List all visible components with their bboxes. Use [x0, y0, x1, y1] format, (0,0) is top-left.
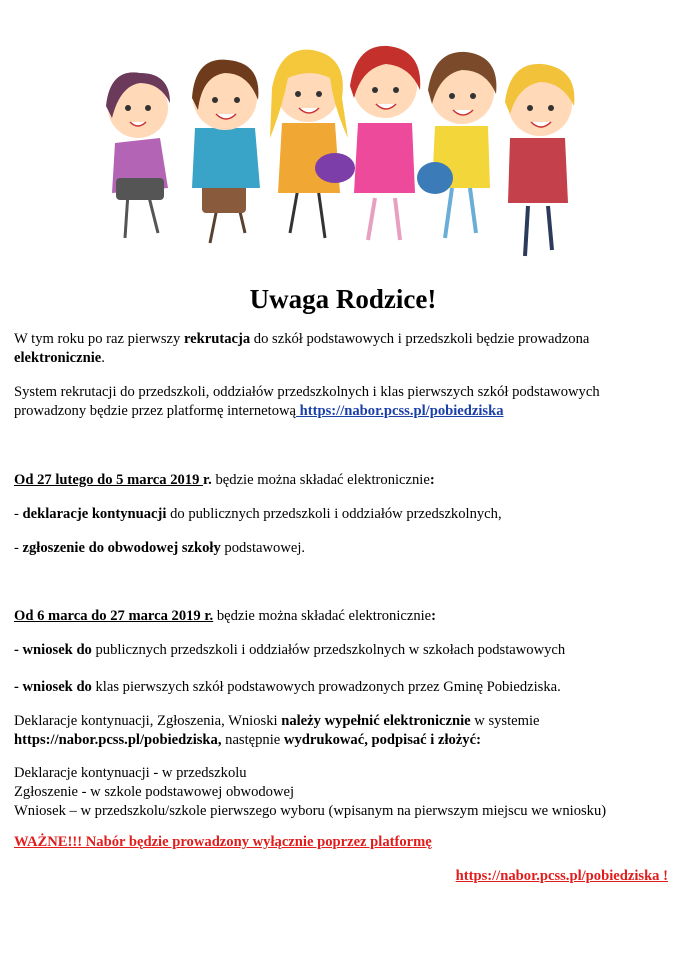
child-figure [270, 50, 355, 238]
child-figure [192, 60, 260, 243]
period1-heading: Od 27 lutego do 5 marca 2019 r. będzie można składać elektronicznie: [14, 472, 435, 488]
intro-paragraph: W tym roku po raz pierwszy rekrutacja do szkół podstawowych i przedszkoli będzie prowadzona elektronicznie. [14, 331, 590, 366]
final-platform-link[interactable]: https://nabor.pcss.pl/pobiedziska ! [455, 868, 668, 884]
bullet-application-school: - wniosek do klas pierwszych szkół podstawowych prowadzonych przez Gminę Pobiedziska. [14, 679, 561, 695]
child-figure [106, 72, 170, 238]
platform-link[interactable]: https://nabor.pcss.pl/pobiedziska [296, 403, 504, 419]
instructions-paragraph: Deklaracje kontynuacji, Zgłoszenia, Wnioski należy wypełnić elektronicznie w systemie https://nabor.pcss.pl/pobiedziska, następnie wydrukować, podpisać i złożyć: [14, 713, 540, 748]
child-figure [350, 46, 420, 240]
bullet-declaration: - deklaracje kontynuacji do publicznych przedszkoli i oddziałów przedszkolnych, [14, 506, 502, 522]
child-figure [417, 52, 496, 238]
bullet-registration: - zgłoszenie do obwodowej szkoły podstawowej. [14, 540, 306, 556]
child-figure [505, 64, 574, 256]
children-group-illustration [90, 28, 590, 268]
final-link-line [14, 867, 668, 886]
period2-heading: Od 6 marca do 27 marca 2019 r. będzie można składać elektronicznie: [14, 608, 437, 624]
bullet-application-preschool: - wniosek do publicznych przedszkoli i oddziałów przedszkolnych w szkołach podstawowych [14, 642, 566, 658]
important-notice: WAŻNE!!! Nabór będzie prowadzony wyłącznie poprzez platformę [14, 834, 432, 850]
submission-places: Deklaracje kontynuacji - w przedszkolu Zgłoszenie - w szkole podstawowej obwodowej Wniosek – w przedszkolu/szkole pierwszego wyboru (wpisanym na pierwszym miejscu we wniosku) [14, 765, 607, 819]
system-paragraph: System rekrutacji do przedszkoli, oddziałów przedszkolnych i klas pierwszych szkół podstawowych prowadzony będzie przez platformę internetową https://nabor.pcss.pl/pobiedziska [14, 384, 600, 419]
page-title: Uwaga Rodzice! [249, 284, 437, 314]
